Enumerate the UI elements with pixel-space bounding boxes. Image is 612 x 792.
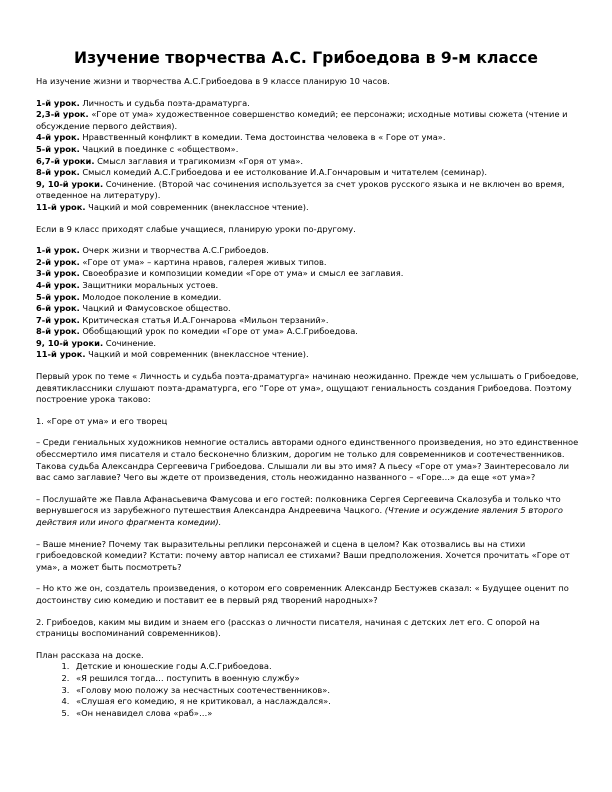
plan2-lesson-text: Защитники моральных устоев. bbox=[79, 279, 219, 290]
plan2-lesson-text: Очерк жизни и творчества А.С.Грибоедов. bbox=[79, 245, 269, 256]
plan2-lesson-text: Обобщающий урок по комедии «Горе от ума» А.С.Грибоедова. bbox=[79, 326, 358, 337]
plan1-lesson-text: Чацкий в поединке с «обществом». bbox=[79, 143, 239, 154]
plan2-lesson-text: Молодое поколение в комедии. bbox=[79, 291, 222, 302]
story-plan-label: План рассказа на доске. bbox=[36, 649, 144, 660]
lesson-plan-alternative bbox=[36, 245, 582, 361]
document-body bbox=[36, 76, 582, 719]
lesson-intro-paragraph: Первый урок по теме « Личность и судьба поэта-драматурга» начинаю неожиданно. Прежде чем услышать о Грибоедове, девятиклассники слушают поэта-драматурга, его “Горе от ума», ощущают гениальность создания Грибоедова. Поэтому построение урока таково: bbox=[36, 371, 579, 405]
plan2-lesson-label: 9, 10-й уроки. bbox=[36, 337, 104, 348]
discussion-italic-note: (Чтение и осуждение явления 5 второго действия или иного фрагмента комедии). bbox=[36, 505, 563, 527]
plan1-lesson-label: 2,3-й урок. bbox=[36, 109, 89, 120]
plan1-item bbox=[36, 144, 582, 156]
story-plan-item: 2. «Я решился тогда… поступить в военную службу» bbox=[72, 673, 582, 685]
plan1-lesson-label: 8-й урок. bbox=[36, 167, 80, 178]
plan1-lesson-label: 5-й урок. bbox=[36, 143, 80, 154]
plan1-lesson-text: Чацкий и мой современник (внеклассное чтение). bbox=[85, 201, 309, 212]
discussion-paragraph-2 bbox=[36, 494, 582, 529]
plan1-lesson-text: Личность и судьба поэта-драматурга. bbox=[79, 97, 250, 108]
plan1-lesson-label: 9, 10-й уроки. bbox=[36, 178, 104, 189]
plan1-lesson-label: 6,7-й уроки. bbox=[36, 155, 95, 166]
weak-students-intro: Если в 9 класс приходят слабые учащиеся, планирую уроки по-другому. bbox=[36, 223, 356, 234]
plan1-item bbox=[36, 179, 582, 202]
plan2-lesson-label: 2-й урок. bbox=[36, 256, 80, 267]
plan2-item bbox=[36, 349, 582, 361]
lesson-plan-main bbox=[36, 98, 582, 214]
plan2-lesson-text: «Горе от ума» – картина нравов, галерея живых типов. bbox=[79, 256, 327, 267]
story-plan-item: 5. «Он ненавидел слова «раб»…» bbox=[72, 708, 582, 720]
plan2-lesson-label: 3-й урок. bbox=[36, 268, 80, 279]
section-heading-1: 1. «Горе от ума» и его творец bbox=[36, 415, 168, 426]
plan1-item bbox=[36, 98, 582, 110]
plan2-lesson-text: Чацкий и мой современник (внеклассное чтение). bbox=[85, 349, 309, 360]
plan1-item bbox=[36, 156, 582, 168]
plan1-lesson-label: 11-й урок. bbox=[36, 201, 86, 212]
section-heading-2: 2. Грибоедов, каким мы видим и знаем его (рассказ о личности писателя, начиная с детских лет его. С опорой на страницы воспоминаний современников). bbox=[36, 616, 540, 639]
plan2-lesson-label: 7-й урок. bbox=[36, 314, 80, 325]
plan2-lesson-label: 8-й урок. bbox=[36, 326, 80, 337]
intro-paragraph: На изучение жизни и творчества А.С.Грибоедова в 9 классе планирую 10 часов. bbox=[36, 76, 390, 86]
plan1-item bbox=[36, 167, 582, 179]
discussion-paragraph-1: – Среди гениальных художников немногие остались авторами одного единственного произведения, но это единственное обессмертило имя писателя и стало бесконечно близким, дорогим не только для современников и соотечественников. Такова судьба Александра Сергеевича Грибоедова. Слышали ли вы это имя? А пьесу «Горе от ума»? Заинтересовало ли вас само заглавие? Чего вы ждете от произведения, столь неожиданно названного – «Горе…» да еще «от ума»? bbox=[36, 437, 579, 483]
plan2-lesson-label: 1-й урок. bbox=[36, 245, 80, 256]
plan1-lesson-label: 1-й урок. bbox=[36, 97, 80, 108]
story-plan-list bbox=[36, 661, 582, 719]
plan2-item bbox=[36, 326, 582, 338]
story-plan-item: 1. Детские и юношеские годы А.С.Грибоедова. bbox=[72, 661, 582, 673]
plan2-item bbox=[36, 303, 582, 315]
plan2-item bbox=[36, 315, 582, 327]
discussion-text: – Послушайте же Павла Афанасьевича Фамусова и его гостей: полковника Сергея Сергеевича Скалозуба и только что вернувшегося из зарубежного путешествия Александра Андреевича Чацкого. bbox=[36, 493, 561, 516]
plan1-lesson-text: Смысл заглавия и трагикомизм «Горя от ума». bbox=[94, 155, 304, 166]
plan2-lesson-label: 11-й урок. bbox=[36, 349, 86, 360]
plan2-item bbox=[36, 338, 582, 350]
plan2-lesson-text: Критическая статья И.А.Гончарова «Мильон терзаний». bbox=[79, 314, 329, 325]
plan2-item bbox=[36, 245, 582, 257]
plan1-item bbox=[36, 109, 582, 132]
plan1-lesson-text: «Горе от ума» художественное совершенство комедий; ее персонажи; исходные мотивы сюжета (чтение и обсуждение первого действия). bbox=[36, 109, 568, 131]
plan2-lesson-text: Чацкий и Фамусовское общество. bbox=[79, 303, 231, 314]
plan2-item bbox=[36, 280, 582, 292]
plan1-item bbox=[36, 202, 582, 214]
plan1-lesson-label: 4-й урок. bbox=[36, 132, 80, 143]
plan2-lesson-label: 5-й урок. bbox=[36, 291, 80, 302]
plan1-lesson-text: Смысл комедий А.С.Грибоедова и ее истолкование И.А.Гончаровым и читателем (семинар). bbox=[79, 167, 488, 178]
discussion-paragraph-3: – Ваше мнение? Почему так выразительны реплики персонажей и сцена в целом? Как отозвались вы на стихи грибоедовской комедии? Кстати: почему автор написал ее стихами? Ваши предположения. Хочется прочитать «Горе от ума», а может быть посмотреть? bbox=[36, 538, 570, 572]
plan1-item bbox=[36, 132, 582, 144]
plan2-lesson-text: Сочинение. bbox=[103, 337, 157, 348]
plan2-lesson-text: Своеобразие и композиции комедии «Горе от ума» и смысл ее заглавия. bbox=[79, 268, 404, 279]
plan1-lesson-text: Сочинение. (Второй час сочинения используется за счет уроков русского языка и не включен во время, отведенное на литературу). bbox=[36, 178, 565, 201]
discussion-paragraph-4: – Но кто же он, создатель произведения, о котором его современник Александр Бестужев сказал: « Будущее оценит по достоинству сию комедию и поставит ее в первый ряд творений народных»? bbox=[36, 583, 569, 605]
plan2-lesson-label: 6-й урок. bbox=[36, 303, 80, 314]
plan2-item bbox=[36, 292, 582, 304]
plan2-item bbox=[36, 268, 582, 280]
plan1-lesson-text: Нравственный конфликт в комедии. Тема достоинства человека в « Горе от ума». bbox=[79, 132, 446, 143]
plan2-item bbox=[36, 257, 582, 269]
plan2-lesson-label: 4-й урок. bbox=[36, 279, 80, 290]
story-plan-item: 3. «Голову мою положу за несчастных соотечественников». bbox=[72, 685, 582, 697]
document-title: Изучение творчества А.С. Грибоедова в 9-м классе bbox=[74, 49, 538, 67]
story-plan-item: 4. «Слушая его комедию, я не критиковал, а наслаждался». bbox=[72, 696, 582, 708]
